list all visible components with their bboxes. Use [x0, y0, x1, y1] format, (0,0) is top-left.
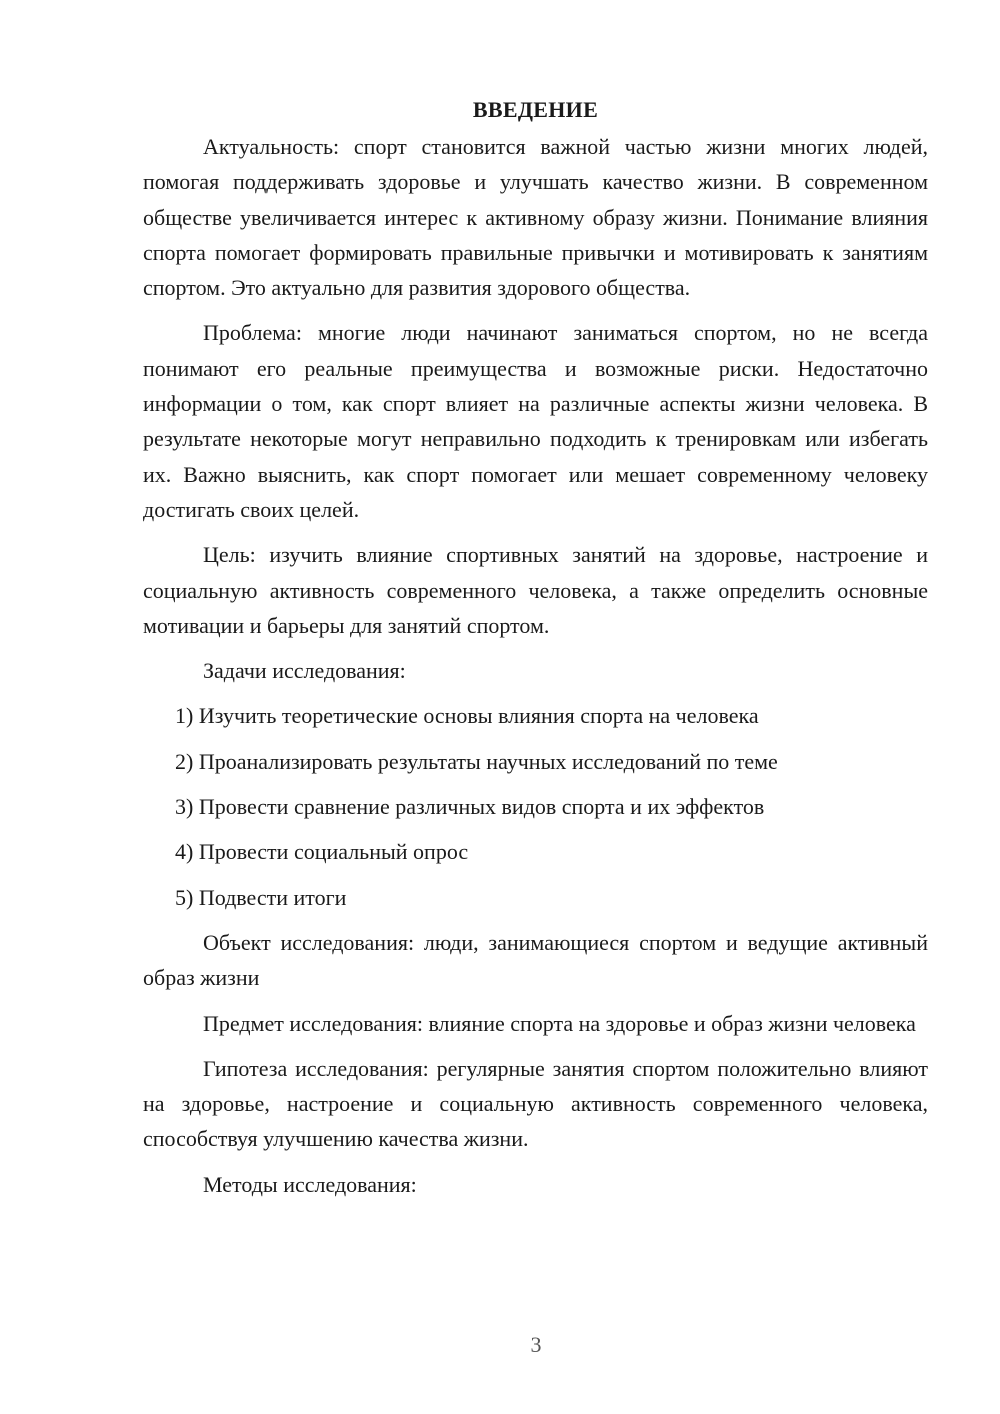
methods-heading: Методы исследования: [203, 1171, 417, 1197]
list-item: 5) Подвести итоги [175, 884, 347, 910]
page-number: 3 [530, 1332, 542, 1357]
list-item: 4) Провести социальный опрос [175, 839, 469, 865]
document-page [143, 92, 928, 1212]
tasks-list [143, 698, 928, 914]
goal-paragraph: Цель: изучить влияние спортивных занятий на здоровье, настроение и социальную активность современного человека, а также определить основные мотивации и барьеры для занятий спортом. [143, 542, 928, 638]
relevance-paragraph: Актуальность: спорт становится важной частью жизни многих людей, помогая поддерживать здоровье и улучшать качество жизни. В современном обществе увеличивается интерес к активному образу жизни. Понимание влияния спорта помогает формировать правильные привычки и мотивировать к занятиям спортом. Это актуально для развития здорового общества. [143, 134, 928, 301]
list-item: 3) Провести сравнение различных видов спорта и их эффектов [175, 794, 765, 820]
list-item: 2) Проанализировать результаты научных исследований по теме [175, 748, 778, 774]
list-item: 1) Изучить теоретические основы влияния спорта на человека [175, 703, 759, 729]
problem-paragraph: Проблема: многие люди начинают заниматься спортом, но не всегда понимают его реальные преимущества и возможные риски. Недостаточно информации о том, как спорт влияет на различные аспекты жизни человека. В результате некоторые могут неправильно подходить к тренировкам или избегать их. Важно выяснить, как спорт помогает или мешает современному человеку достигать своих целей. [143, 320, 928, 522]
section-heading: ВВЕДЕНИЕ [472, 97, 599, 122]
subject-paragraph: Предмет исследования: влияние спорта на здоровье и образ жизни человека [203, 1010, 916, 1036]
object-paragraph: Объект исследования: люди, занимающиеся спортом и ведущие активный образ жизни [143, 929, 928, 991]
tasks-heading: Задачи исследования: [203, 658, 406, 684]
hypothesis-paragraph: Гипотеза исследования: регулярные занятия спортом положительно влияют на здоровье, настроение и социальную активность современного человека, способствуя улучшению качества жизни. [143, 1055, 928, 1152]
